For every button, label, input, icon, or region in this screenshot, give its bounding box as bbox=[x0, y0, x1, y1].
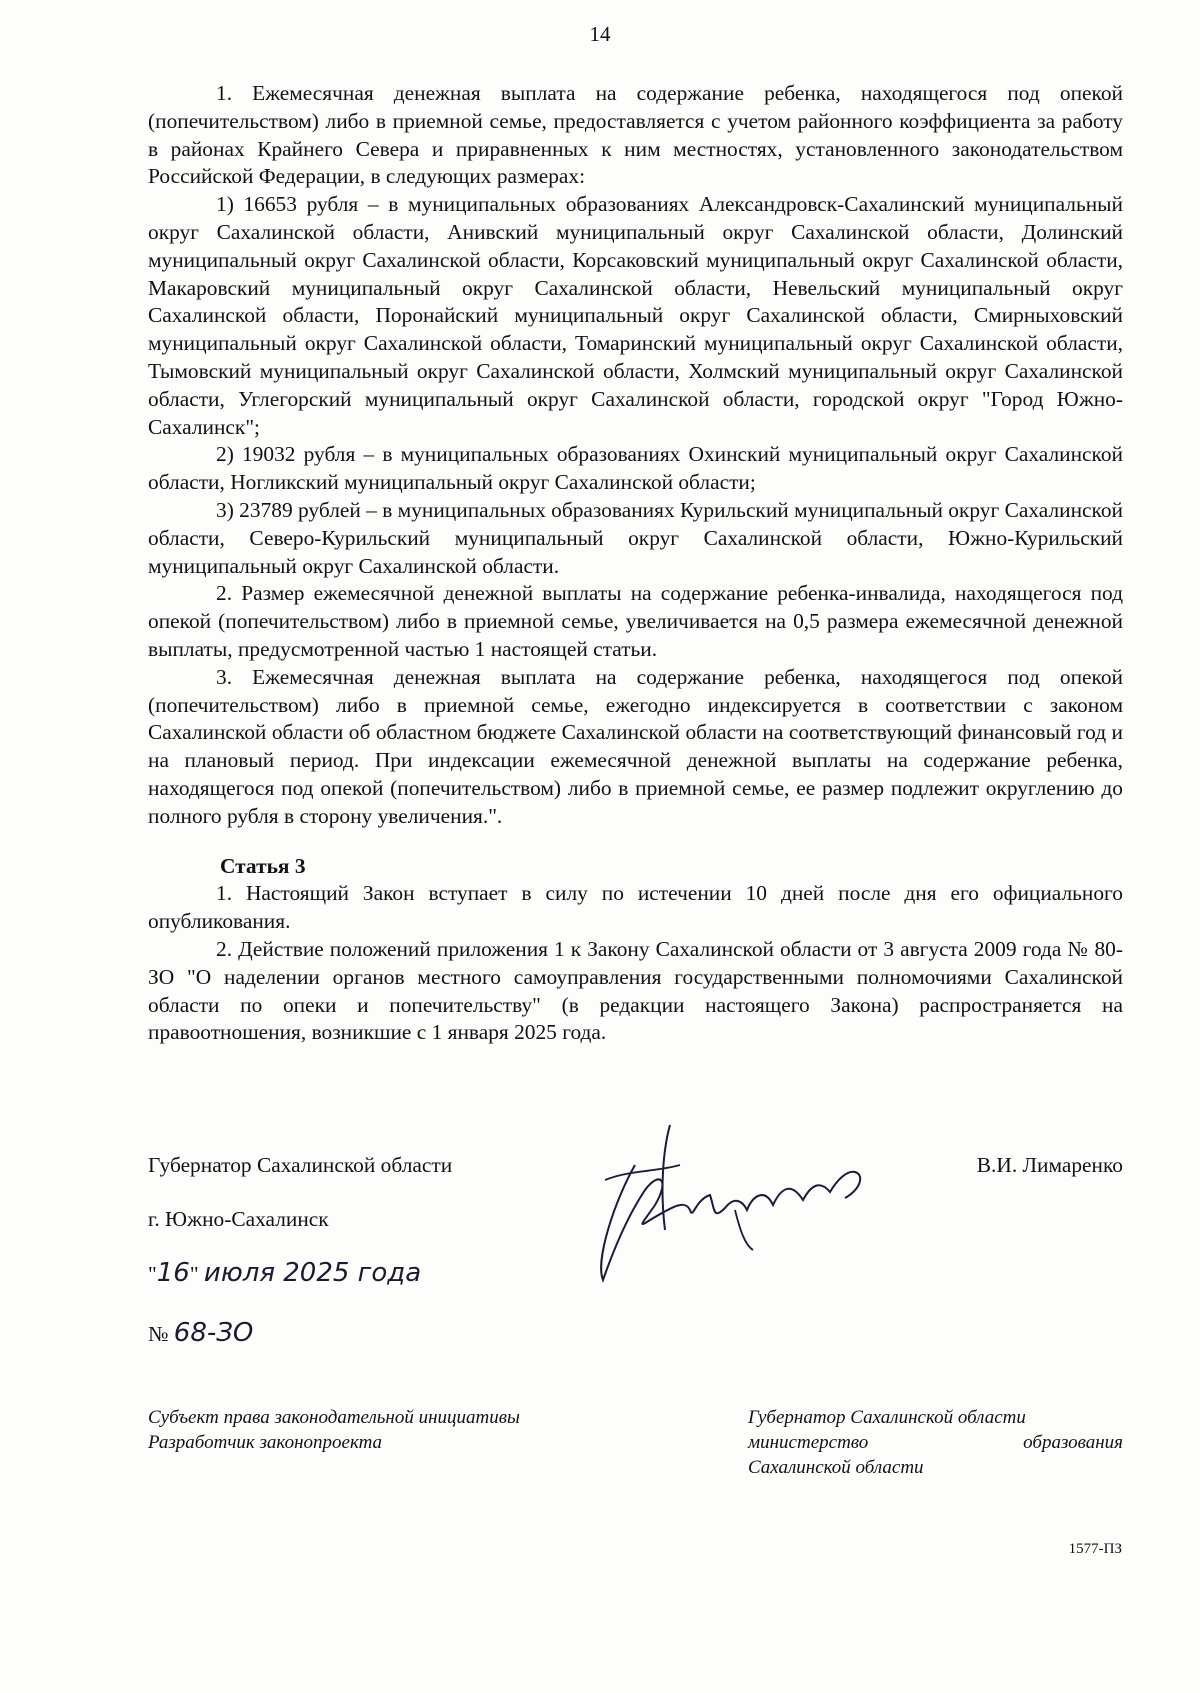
paragraph-indexation: 3. Ежемесячная денежная выплата на содержание ребенка, находящегося под опекой (попечительством) либо в приемной семье, ежегодно индексируется в соответствии с законом Сахалинской области об областном бюджете Сахалинской области на соответствующий финансовый год и на плановый период. При индексации ежемесячной денежной выплаты на содержание ребенка, находящегося под опекой (попечительством) либо в приемной семье, ее размер подлежит округлению до полного рубля в сторону увеличения.". bbox=[148, 664, 1123, 828]
governor-name: В.И. Лимаренко bbox=[976, 1153, 1123, 1177]
footer-left-line-1: Субъект права законодательной инициативы bbox=[148, 1407, 520, 1428]
law-number bbox=[148, 1318, 253, 1348]
handwritten-signature bbox=[575, 1110, 895, 1290]
document-code: 1577-ПЗ bbox=[1068, 1541, 1122, 1557]
article-3-paragraph-1: 1. Настоящий Закон вступает в силу по истечении 10 дней после дня его официального опубликования. bbox=[148, 881, 1123, 934]
paragraph-monthly-payment: 1. Ежемесячная денежная выплата на содержание ребенка, находящегося под опекой (попечительством) либо в приемной семье, предоставляется с учетом районного коэффициента за работу в районах Крайнего Севера и приравненных к ним местностях, установленного законодательством Российской Федерации, в следующих размерах: bbox=[148, 81, 1123, 189]
paragraph-disabled-child: 2. Размер ежемесячной денежной выплаты на содержание ребенка-инвалида, находящегося под опекой (попечительством) либо в приемной семье, увеличивается на 0,5 размера ежемесячной денежной выплаты, предусмотренной частью 1 настоящей статьи. bbox=[148, 581, 1123, 661]
footer-right bbox=[748, 1405, 1123, 1480]
footer-right-ministry: министерство bbox=[748, 1432, 869, 1453]
date-month-year: июля 2025 года bbox=[203, 1258, 422, 1288]
city: г. Южно-Сахалинск bbox=[148, 1207, 329, 1231]
page-number: 14 bbox=[589, 22, 611, 46]
footer-right-line-3: Сахалинской области bbox=[748, 1457, 924, 1478]
law-text bbox=[148, 80, 1123, 1047]
paragraph-amount-2: 2) 19032 рубля – в муниципальных образованиях Охинский муниципальный округ Сахалинской области, Ногликский муниципальный округ Сахалинской области; bbox=[148, 442, 1123, 495]
footer-right-line-1: Губернатор Сахалинской области bbox=[748, 1407, 1026, 1428]
number-label: № bbox=[148, 1322, 169, 1346]
paragraph-amount-1: 1) 16653 рубля – в муниципальных образованиях Александровск-Сахалинский муниципальный округ Сахалинской области, Анивский муниципальный округ Сахалинской области, Долинский муниципальный округ Сахалинской области, Корсаковский муниципальный округ Сахалинской области, Макаровский муниципальный округ Сахалинской области, Невельский муниципальный округ Сахалинской области, Поронайский муниципальный округ Сахалинской области, Смирныховский муниципальный округ Сахалинской области, Томаринский муниципальный округ Сахалинской области, Тымовский муниципальный округ Сахалинской области, Холмский муниципальный округ Сахалинской области, Углегорский муниципальный округ Сахалинской области, городской округ "Город Южно-Сахалинск"; bbox=[148, 192, 1123, 439]
article-3-heading: Статья 3 bbox=[220, 853, 306, 878]
article-3-paragraph-2: 2. Действие положений приложения 1 к Закону Сахалинской области от 3 августа 2009 года № 80-ЗО "О наделении органов местного самоуправления государственными полномочиями Сахалинской области по опеки и попечительству" (в редакции настоящего Закона) распространяется на правоотношения, возникшие с 1 января 2025 года. bbox=[148, 936, 1123, 1045]
footer-right-line-2 bbox=[748, 1430, 1123, 1455]
paragraph-amount-3: 3) 23789 рублей – в муниципальных образованиях Курильский муниципальный округ Сахалинской области, Северо-Курильский муниципальный округ Сахалинской области, Южно-Курильский муниципальный округ Сахалинской области. bbox=[148, 497, 1123, 578]
number-value: 68-ЗО bbox=[173, 1318, 254, 1348]
governor-title: Губернатор Сахалинской области bbox=[148, 1153, 453, 1177]
footer-right-education: образования bbox=[1023, 1432, 1123, 1453]
footer-left-line-2: Разработчик законопроекта bbox=[148, 1432, 383, 1453]
date-day: 16 bbox=[156, 1258, 190, 1288]
signing-date: "16" июля 2025 года bbox=[148, 1258, 422, 1288]
footer-left bbox=[148, 1405, 520, 1455]
